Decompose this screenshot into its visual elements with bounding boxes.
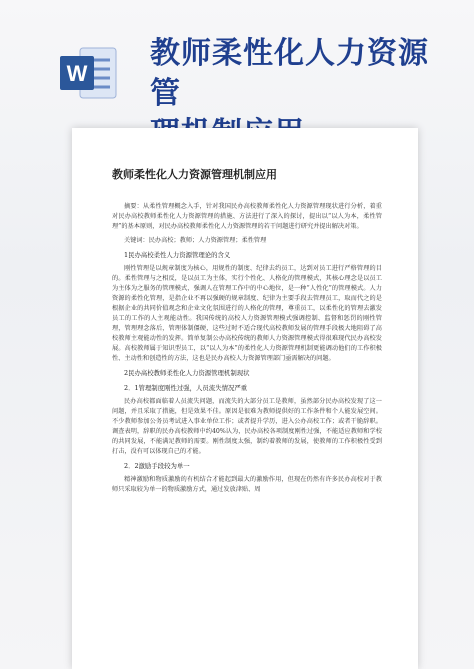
- section1-body: 刚性管理是以规章制度为核心，用规性的制度、纪律去约员工，达到对员工进行严格管理的目的。柔性管理与之相反，是以员工为主体，实行个性化、人格化的管理模式，其核心理念是以员工为主体为之服务的管理模式，强调人在管理工作中的中心地位，是一种“人性化”的管理模式。人力资源的柔性化管理，是指企业不再以强硬的规章制度、纪律为主要手段去管理员工，取而代之的是根据企业的共同价值观念和企业文化氛围进行的人格化的管理，尊重员工，以柔性化的管理去激发员工的工作的人主观能动性。我国传统的高校人力资源管理模式强调控制、监督和惩罚的刚性管理，管理理念落后，管理体制僵硬，这些过时不适合现代高校教师发展的管理手段极大地阻碍了高校教师主观能动性的发挥。简单复制公办高校传统的教师人力资源管理模式得很难现代民办高校发展。高校教师属于知识型员工，以“以人为本”的柔性化人力资源管理机制更能调动他们的工作积极性、主动性和创造性的方法，这也是民办高校人力资源管理部门亟需解决的问题。: [112, 265, 382, 362]
- section2-2-heading: 2．2激励手段较为单一: [124, 462, 190, 470]
- section2-1-body: 民办高校都面临着人员流失问题，而流失的大部分员工是教师，虽然部分民办高校发现了这一问题，并且采取了措施，但是效果不佳。原因是很难为教师提供好的工作条件和个人能发展空间。不少教师参加公务员考试进入事业单位工作；或者提升学历，进入公办高校工作；或者干脆辞职。调查表明，辞职的民办高校教师中约40%认为，民办高校各项制度刚性过强，不能适应教师和学校的共同发展，不能满足教师的需要。刚性制度太强，制约着教师的发展，使教师的工作积极性受到打击，没有可以体现自己的才能。: [112, 398, 382, 455]
- document-body: [112, 168, 382, 498]
- document-title: 教师柔性化人力资源管理机制应用: [112, 168, 277, 181]
- word-icon-letter: W: [66, 61, 88, 86]
- word-icon: [58, 44, 118, 102]
- document-page: [72, 128, 418, 669]
- section2-1-heading: 2．1管理制度刚性过强，人员流失情况严重: [124, 384, 248, 392]
- header-title-line1: 教师柔性化人力资源管: [150, 36, 429, 111]
- keywords-paragraph: 关键词：民办高校；教师；人力资源管理；柔性管理: [124, 237, 267, 244]
- section1-heading: 1民办高校柔性人力资源管理论的含义: [124, 251, 231, 259]
- section2-heading: 2民办高校教师柔性化人力资源管理机制现状: [124, 369, 250, 377]
- abstract-paragraph: 摘要：从柔性管理概念入手，针对我国民办高校教师柔性化人力资源管理现状进行分析，着重对民办高校教师柔性化人力资源管理的措施、方法进行了深入的探讨，提出以“以人为本，柔性管理”的基本原则，对民办高校教师柔性化人力资源管理的若干问题进行研究并提出解决对策。: [112, 203, 382, 230]
- section2-2-body: 精神激励和物质激励的有机结合才能起到最大的激励作用，但现在仍然有许多民办高校对于教师只采取较为单一的物质激励方式，通过发放津贴、周: [112, 476, 382, 493]
